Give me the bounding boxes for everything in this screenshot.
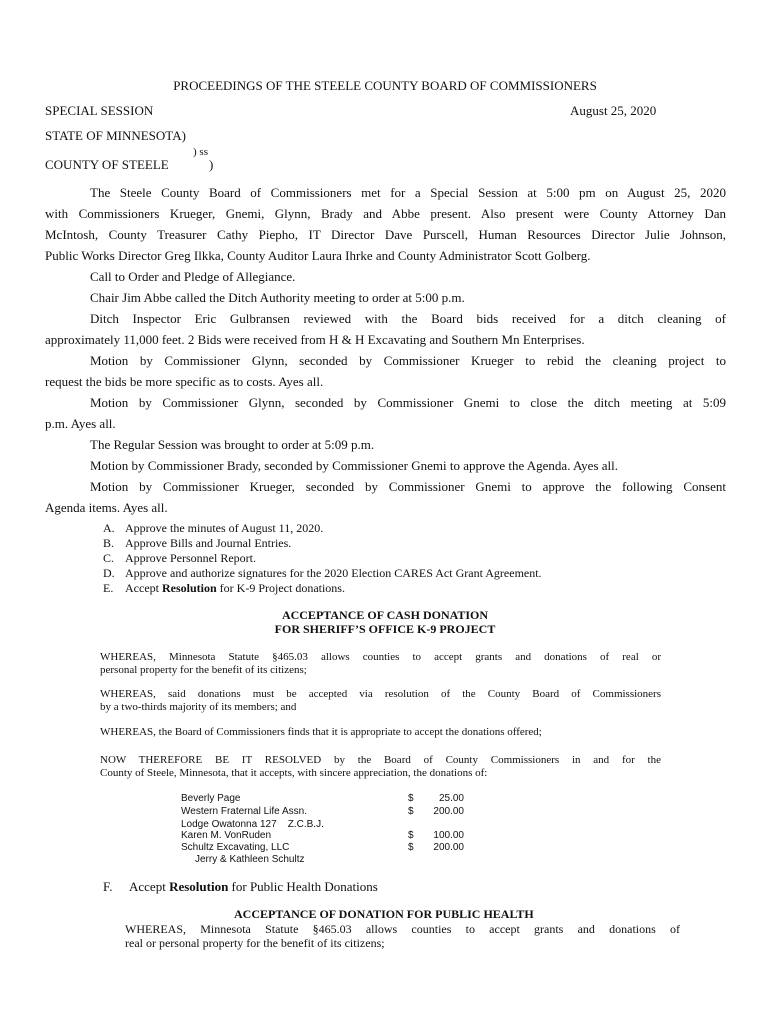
public-health-whereas-line2: real or personal property for the benefit of its citizens; (125, 936, 385, 950)
list-item: Jerry & Kathleen Schultz (195, 854, 305, 865)
list-item: Karen M. VonRuden $ 100.00 (181, 830, 464, 841)
whereas-statute-line2: personal property for the benefit of its citizens; (100, 664, 307, 676)
county-line: COUNTY OF STEELE (45, 157, 169, 172)
resolved-line1: NOW THEREFORE BE IT RESOLVED by the Board of County Commissioners in and for the (100, 754, 661, 766)
paragraph-motion-consent-line1: Motion by Commissioner Krueger, seconded by Commissioner Gnemi to approve the following Consent (90, 479, 726, 494)
list-item: D. Approve and authorize signatures for the 2020 Election CARES Act Grant Agreement. (103, 566, 542, 580)
document-title: PROCEEDINGS OF THE STEELE COUNTY BOARD OF COMMISSIONERS (173, 78, 597, 93)
paragraph-motion-consent-line2: Agenda items. Ayes all. (45, 500, 168, 515)
session-type: SPECIAL SESSION (45, 103, 154, 118)
paragraph-ditch-bids-line1: Ditch Inspector Eric Gulbransen reviewed with the Board bids received for a ditch cleaning of (90, 311, 726, 326)
public-health-heading: ACCEPTANCE OF DONATION FOR PUBLIC HEALTH (234, 907, 534, 921)
paragraph-call-to-order: Call to Order and Pledge of Allegiance. (90, 269, 296, 284)
whereas-statute-line1: WHEREAS, Minnesota Statute §465.03 allows counties to accept grants and donations of real or (100, 651, 661, 663)
list-item: C. Approve Personnel Report. (103, 551, 256, 565)
whereas-majority-line1: WHEREAS, said donations must be accepted via resolution of the County Board of Commissioners (100, 688, 661, 700)
public-health-whereas-line1: WHEREAS, Minnesota Statute §465.03 allows counties to accept grants and donations of (125, 922, 680, 936)
paragraph-motion-rebid-line2: request the bids be more specific as to costs. Ayes all. (45, 374, 324, 389)
consent-item-f: F. Accept Resolution for Public Health Donations (103, 879, 378, 894)
paragraph-ditch-authority: Chair Jim Abbe called the Ditch Authority meeting to order at 5:00 p.m. (90, 290, 465, 305)
paragraph-attendance-line4: Public Works Director Greg Ilkka, County Auditor Laura Ihrke and County Administrator Scott Golberg. (45, 248, 591, 263)
list-item: Beverly Page $ 25.00 (181, 793, 464, 804)
paragraph-attendance-line1: The Steele County Board of Commissioners met for a Special Session at 5:00 pm on August 25, 2020 (90, 185, 726, 200)
list-item: Lodge Owatonna 127 Z.C.B.J. (181, 819, 324, 830)
paragraph-motion-agenda: Motion by Commissioner Brady, seconded by Commissioner Gnemi to approve the Agenda. Ayes all. (90, 458, 619, 473)
paragraph-regular-session: The Regular Session was brought to order at 5:09 p.m. (90, 437, 375, 452)
paragraph-attendance-line2: with Commissioners Krueger, Gnemi, Glynn, Brady and Abbe present. Also present were County Attorney Dan (45, 206, 726, 221)
paragraph-ditch-bids-line2: approximately 11,000 feet. 2 Bids were received from H & H Excavating and Southern Mn Enterprises. (45, 332, 585, 347)
paragraph-motion-close-line1: Motion by Commissioner Glynn, seconded by Commissioner Gnemi to close the ditch meeting at 5:09 (90, 395, 726, 410)
list-item: Western Fraternal Life Assn. $ 200.00 (181, 806, 464, 817)
resolution-heading-line1: ACCEPTANCE OF CASH DONATION (281, 608, 489, 622)
paragraph-motion-close-line2: p.m. Ayes all. (45, 416, 116, 431)
ss-line: ) ss (193, 146, 208, 158)
list-item: E. Accept Resolution for K-9 Project donations. (103, 581, 345, 595)
county-paren: ) (209, 157, 214, 172)
whereas-appropriate: WHEREAS, the Board of Commissioners finds that it is appropriate to accept the donations offered; (100, 726, 542, 738)
session-date: August 25, 2020 (570, 103, 657, 118)
list-item: B. Approve Bills and Journal Entries. (103, 536, 292, 550)
list-item: Schultz Excavating, LLC $ 200.00 (181, 842, 464, 853)
paragraph-attendance-line3: McIntosh, County Treasurer Cathy Piepho, IT Director Dave Purscell, Human Resources Director Julie Johnson, (45, 227, 726, 242)
whereas-majority-line2: by a two-thirds majority of its members; and (100, 701, 297, 713)
resolved-line2: County of Steele, Minnesota, that it accepts, with sincere appreciation, the donations of: (100, 767, 488, 779)
paragraph-motion-rebid-line1: Motion by Commissioner Glynn, seconded by Commissioner Krueger to rebid the cleaning project to (90, 353, 726, 368)
resolution-heading-line2: FOR SHERIFF’S OFFICE K-9 PROJECT (274, 622, 496, 636)
list-item: A. Approve the minutes of August 11, 2020. (103, 521, 324, 535)
state-line: STATE OF MINNESOTA) (45, 128, 186, 143)
